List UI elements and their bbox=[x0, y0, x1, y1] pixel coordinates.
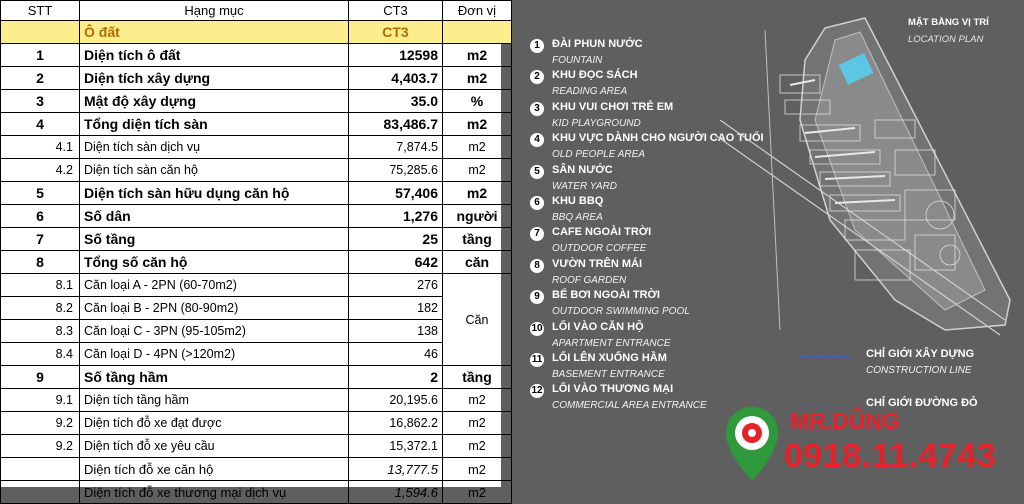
row-stt: 8 bbox=[1, 251, 80, 274]
row-item: Căn loại C - 3PN (95-105m2) bbox=[80, 320, 349, 343]
row-value: 138 bbox=[349, 320, 443, 343]
row-item: Diện tích đỗ xe thương mại dịch vụ bbox=[80, 481, 349, 504]
row-stt: 4 bbox=[1, 113, 80, 136]
table-row bbox=[1, 182, 512, 205]
row-value: 75,285.6 bbox=[349, 159, 443, 182]
row-stt: 9.2 bbox=[1, 412, 80, 435]
land-plot-unit bbox=[443, 21, 512, 44]
row-unit: người bbox=[443, 205, 512, 228]
row-stt: 2 bbox=[1, 67, 80, 90]
row-unit: m2 bbox=[443, 159, 512, 182]
table-row bbox=[1, 159, 512, 182]
row-item: Diện tích ô đất bbox=[80, 44, 349, 67]
construction-line-sublabel: CONSTRUCTION LINE bbox=[866, 365, 972, 376]
row-stt: 9 bbox=[1, 366, 80, 389]
legend-title: KHU VỰC DÀNH CHO NGƯỜI CAO TUỔI bbox=[552, 132, 764, 145]
header-ct3: CT3 bbox=[349, 1, 443, 21]
table-row bbox=[1, 481, 512, 504]
table-row bbox=[1, 389, 512, 412]
legend-title: LỐI VÀO THƯƠNG MẠI bbox=[552, 383, 674, 396]
row-value: 12598 bbox=[349, 44, 443, 67]
row-unit: m2 bbox=[443, 458, 512, 481]
table-row bbox=[1, 412, 512, 435]
apartment-row bbox=[1, 274, 512, 297]
row-item: Diện tích đỗ xe đạt được bbox=[80, 412, 349, 435]
legend-number-badge: 12 bbox=[531, 385, 543, 397]
row-stt: 7 bbox=[1, 228, 80, 251]
apartment-row bbox=[1, 297, 512, 320]
legend-number-badge: 7 bbox=[530, 227, 544, 241]
legend-subtitle: WATER YARD bbox=[552, 180, 618, 192]
legend-number-badge: 9 bbox=[530, 290, 544, 304]
legend-number-badge: 11 bbox=[531, 354, 543, 365]
row-value: 276 bbox=[349, 274, 443, 297]
table-row bbox=[1, 113, 512, 136]
row-unit: m2 bbox=[443, 136, 512, 159]
legend-number-badge: 5 bbox=[530, 165, 544, 179]
row-item: Diện tích sàn hữu dụng căn hộ bbox=[80, 182, 349, 205]
row-value: 35.0 bbox=[349, 90, 443, 113]
row-value: 25 bbox=[349, 228, 443, 251]
row-item: Tổng số căn hộ bbox=[80, 251, 349, 274]
map-subtitle: LOCATION PLAN bbox=[908, 34, 984, 45]
row-stt bbox=[1, 458, 80, 481]
legend-title: KHU BBQ bbox=[552, 195, 604, 207]
area-table-panel bbox=[0, 0, 501, 500]
table-row bbox=[1, 136, 512, 159]
apartment-unit: Căn bbox=[443, 274, 512, 366]
apartment-row bbox=[1, 343, 512, 366]
row-item: Diện tích tầng hầm bbox=[80, 389, 349, 412]
row-value: 2 bbox=[349, 366, 443, 389]
row-value: 57,406 bbox=[349, 182, 443, 205]
header-item: Hạng mục bbox=[80, 1, 349, 21]
row-item: Diện tích sàn căn hộ bbox=[80, 159, 349, 182]
location-plan-map bbox=[705, 0, 1024, 345]
header-stt: STT bbox=[1, 1, 80, 21]
row-stt: 4.1 bbox=[1, 136, 80, 159]
legend-subtitle: BASEMENT ENTRANCE bbox=[552, 369, 665, 380]
construction-line-swatch bbox=[800, 356, 850, 357]
legend-subtitle: READING AREA bbox=[552, 86, 628, 98]
construction-line-label: CHỈ GIỚI XÂY DỰNG bbox=[866, 348, 975, 360]
row-item: Căn loại B - 2PN (80-90m2) bbox=[80, 297, 349, 320]
row-item: Diện tích đỗ xe yêu cầu bbox=[80, 435, 349, 458]
map-title: MẶT BẰNG VỊ TRÍ bbox=[908, 17, 989, 28]
legend-title: KHU VUI CHƠI TRẺ EM bbox=[552, 100, 674, 113]
legend-title: KHU ĐỌC SÁCH bbox=[552, 69, 638, 82]
land-plot-row bbox=[1, 21, 512, 44]
legend-title: SÂN NƯỚC bbox=[552, 163, 613, 176]
table-header-row bbox=[1, 1, 512, 21]
row-value: 1,276 bbox=[349, 205, 443, 228]
apartment-row bbox=[1, 320, 512, 343]
table-row bbox=[1, 205, 512, 228]
row-stt: 9.1 bbox=[1, 389, 80, 412]
row-stt: 3 bbox=[1, 90, 80, 113]
row-unit: m2 bbox=[443, 435, 512, 458]
legend-subtitle: APARTMENT ENTRANCE bbox=[552, 337, 671, 349]
row-item: Diện tích đỗ xe căn hộ bbox=[80, 458, 349, 481]
legend-number-badge: 3 bbox=[530, 102, 544, 116]
land-plot-stt bbox=[1, 21, 80, 44]
row-item: Số tầng bbox=[80, 228, 349, 251]
row-item: Số tầng hầm bbox=[80, 366, 349, 389]
row-value: 16,862.2 bbox=[349, 412, 443, 435]
legend-title: VƯỜN TRÊN MÁI bbox=[552, 257, 643, 270]
location-pin-icon bbox=[722, 405, 782, 485]
contact-phone[interactable]: 0918.11.4743 bbox=[784, 437, 997, 475]
table-row bbox=[1, 90, 512, 113]
legend-title: LỐI VÀO CĂN HỘ bbox=[552, 320, 644, 333]
row-item: Căn loại D - 4PN (>120m2) bbox=[80, 343, 349, 366]
table-row bbox=[1, 435, 512, 458]
row-item: Diện tích xây dựng bbox=[80, 67, 349, 90]
table-body bbox=[1, 21, 512, 504]
row-item: Số dân bbox=[80, 205, 349, 228]
legend-subtitle: OUTDOOR COFFEE bbox=[552, 243, 647, 255]
legend-title: ĐÀI PHUN NƯỚC bbox=[552, 38, 643, 50]
row-stt: 9.2 bbox=[1, 435, 80, 458]
contact-banner bbox=[720, 405, 1024, 487]
row-unit: % bbox=[443, 90, 512, 113]
row-item: Diện tích sàn dịch vụ bbox=[80, 136, 349, 159]
land-plot-label: Ô đất bbox=[80, 21, 349, 44]
legend-subtitle: FOUNTAIN bbox=[552, 55, 603, 66]
red-line-label: CHỈ GIỚI ĐƯỜNG ĐỎ bbox=[866, 397, 978, 409]
row-stt: 8.2 bbox=[1, 297, 80, 320]
row-stt: 8.1 bbox=[1, 274, 80, 297]
legend-subtitle: ROOF GARDEN bbox=[552, 274, 627, 286]
row-item: Mật độ xây dựng bbox=[80, 90, 349, 113]
legend-subtitle: COMMERCIAL AREA ENTRANCE bbox=[552, 400, 707, 412]
legend-subtitle: BBQ AREA bbox=[552, 212, 603, 223]
table-row bbox=[1, 44, 512, 67]
legend-number-badge: 4 bbox=[530, 133, 544, 147]
row-value: 1,594.6 bbox=[349, 481, 443, 504]
table-row bbox=[1, 228, 512, 251]
row-value: 642 bbox=[349, 251, 443, 274]
row-stt: 8.4 bbox=[1, 343, 80, 366]
row-unit: căn bbox=[443, 251, 512, 274]
row-unit: m2 bbox=[443, 481, 512, 504]
row-unit: tầng bbox=[443, 228, 512, 251]
row-stt: 6 bbox=[1, 205, 80, 228]
table-row bbox=[1, 251, 512, 274]
row-value: 83,486.7 bbox=[349, 113, 443, 136]
legend-title: BỂ BƠI NGOÀI TRỜI bbox=[552, 289, 660, 302]
table-row bbox=[1, 67, 512, 90]
row-value: 182 bbox=[349, 297, 443, 320]
row-unit: m2 bbox=[443, 182, 512, 205]
contact-name: MR.DŨNG bbox=[790, 408, 900, 434]
legend-number-badge: 10 bbox=[531, 322, 543, 334]
legend-title: LỐI LÊN XUỐNG HẦM bbox=[552, 352, 667, 364]
row-unit: m2 bbox=[443, 412, 512, 435]
row-value: 7,874.5 bbox=[349, 136, 443, 159]
row-value: 20,195.6 bbox=[349, 389, 443, 412]
table-row bbox=[1, 366, 512, 389]
row-value: 13,777.5 bbox=[349, 458, 443, 481]
row-value: 46 bbox=[349, 343, 443, 366]
row-item: Căn loại A - 2PN (60-70m2) bbox=[80, 274, 349, 297]
legend-number-badge: 1 bbox=[530, 39, 544, 53]
row-stt bbox=[1, 481, 80, 504]
legend-number-badge: 6 bbox=[530, 196, 544, 210]
row-value: 4,403.7 bbox=[349, 67, 443, 90]
row-value: 15,372.1 bbox=[349, 435, 443, 458]
header-unit: Đơn vị bbox=[443, 1, 512, 21]
row-item: Tổng diện tích sàn bbox=[80, 113, 349, 136]
row-unit: m2 bbox=[443, 44, 512, 67]
row-unit: m2 bbox=[443, 113, 512, 136]
land-plot-code: CT3 bbox=[349, 21, 443, 44]
row-stt: 1 bbox=[1, 44, 80, 67]
legend-subtitle: KID PLAYGROUND bbox=[552, 117, 641, 129]
row-stt: 8.3 bbox=[1, 320, 80, 343]
row-unit: tầng bbox=[443, 366, 512, 389]
row-unit: m2 bbox=[443, 67, 512, 90]
legend-subtitle: OLD PEOPLE AREA bbox=[552, 149, 645, 161]
legend-number-badge: 2 bbox=[530, 70, 544, 84]
legend-title: CAFE NGOÀI TRỜI bbox=[552, 226, 652, 239]
table-row bbox=[1, 458, 512, 481]
legend-number-badge: 8 bbox=[530, 259, 544, 273]
legend-subtitle: OUTDOOR SWIMMING POOL bbox=[552, 306, 690, 318]
row-stt: 4.2 bbox=[1, 159, 80, 182]
row-unit: m2 bbox=[443, 389, 512, 412]
row-stt: 5 bbox=[1, 182, 80, 205]
